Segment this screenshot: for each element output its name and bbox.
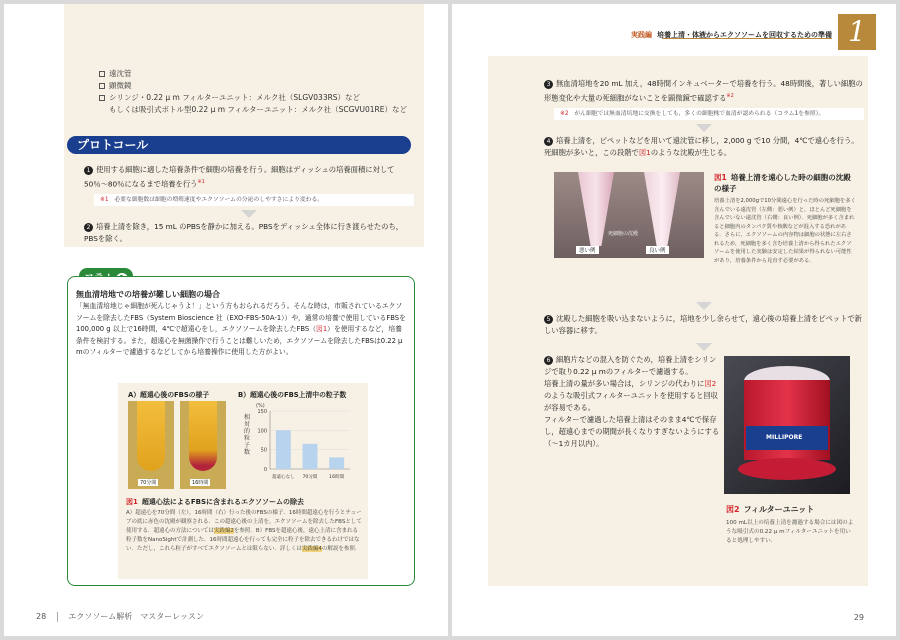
y-axis-label-char: 的 [244,428,251,435]
column-body: 「無血清培地じゃ細胞が死んじゃうよ！」という方もおられるだろう。そんな時は，市販されているエクソソームを除去したFBS（System Bioscience 社（EXO-FBS-50A-1））や，通常の培養で使用しているFBSを100,000 g 以上で16時間，4℃で超遠心をし，エクソソームを除去したFBS（図1）を使用するなど，培養条件を検討する。また，超遠心を無菌操作で行うことは難しいため，エクソソームを除去したFBSは0.22 μ mのフィルターで濾過するなどしてから培養操作に使用した方がよい。 [76,302,406,356]
down-arrow-icon [241,210,257,218]
step-2: 2 培養上清を除き，15 mL のPBSを静かに加える。PBSをディッシュ全体に行き渡らせたのち，PBSを除く。 [84,222,404,244]
down-arrow-icon [696,343,712,351]
down-arrow-icon [696,302,712,310]
brand-label: MILLIPORE [766,434,803,441]
protocol-title: プロトコール [67,136,411,154]
step-6: 6 細胞片などの混入を防ぐため，培養上清をシリンジで取り0.22 μ mのフィルターで濾過する。 培養上清の量が多い場合は，シリンジの代わりに図2のような吸引式フィルターユニットを使用すると回収が容易である。 フィルターで濾過した培養上清はそのまま4℃で保存し，超遠心までの期間が長くなりすぎないようにする（〜1カ月以内）。 [544,355,720,448]
step-4: 4 培養上清を，ピペットなどを用いて遠沈管に移し，2,000 g で10 分間，4℃で遠心を行う。死細胞が多いと，この段階で図1のような沈殿が生じる。 [544,136,859,158]
header-title: 培養上清・体液からエクソソームを回収するための準備 [657,31,832,39]
checklist-item: 顕微鏡 [99,80,419,92]
centrifuge-tube-photo [554,172,704,258]
y-axis-label-char: 相 [244,414,251,421]
page-number: 28 [36,612,47,621]
bad-example-label: 悪い例 [576,246,599,254]
tube-photo-70min [128,401,174,489]
bar [303,444,318,469]
y-axis-label-char: 粒 [244,435,251,442]
column-1 [67,276,415,586]
x-tick-label: 超遠心なし [271,475,295,480]
book-title: エクソソーム解析 マスターレッスン [68,612,205,621]
y-axis-unit: (%) [256,403,265,409]
y-tick-label: 0 [263,467,267,473]
column-title: 無血清培地での培養が難しい細胞の場合 [76,290,220,299]
checklist-item: 遠沈管 [99,68,419,80]
footnote-2: ※2 がん細胞では無血清培地に交換をしても，多くの細胞株で血清が認められる（コラム1を参照）。 [554,108,864,120]
y-axis-label-char: 子 [244,442,251,449]
chapter-badge: 1 [838,14,876,50]
left-footer [36,611,204,622]
y-tick-label: 50 [260,447,267,454]
header-label: 実践編 [631,31,652,39]
y-axis-label-char: 数 [244,449,251,456]
figure-1-text: A）超遠心を70分間（左），16時間（右）行った後のFBSの様子．16時間超遠心を行うとチューブの底に赤色の沈殿が観察される．この超遠心後の上清を，エクソソームを除去したFBSとして使用する．超遠心の方法については実践編2を参照．B）FBSを超遠心後，遠心上清に含まれる粒子数をNanoSightで計測した．16時間超遠心を行っても完全に粒子を除去できるわけではない．ただし，これら粒子がすべてエクソソームとは限らない．詳しくは実践編4の解説を参照． [126,510,362,552]
steps-3-4 [544,78,864,159]
y-tick-label: 100 [257,428,267,435]
panel-a-title: A）超遠心後のFBSの様子 [128,391,210,399]
materials-checklist [99,68,419,116]
footnote-1: ※1 必要な細胞数は細胞の増殖速度やエクソソームの分泌のしやすさにより変わる。 [94,194,414,206]
page-number: 29 [853,613,864,622]
protocol-steps [84,164,414,245]
bar [276,430,291,469]
down-arrow-icon [696,124,712,132]
y-tick-label: 150 [257,409,267,415]
right-footer [854,613,864,622]
checkbox-icon [99,71,105,77]
figure-1-caption: 図1 超遠心法によるFBSに含まれるエクソソームの除去 [126,498,305,506]
figure-1-right-caption: 図1 培養上清を遠心した時の細胞の沈殿の様子 培養上清を2,000gで10分間遠心を行った時の死細胞を多く含んでいる遠沈管（左側：悪い例）と，ほとんど死細胞を含んでいない遠沈管（右側：良い例）．死細胞が多く含まれると細胞内のタンパク質や核酸などが混入する恐れがある．さらに，エクソソームの内容物は細胞の状態に左右されるため，死細胞を多く含む培養上清から得られたエクソソームを使用した実験は安定した結果が得られない可能性があり，培養条件から見直す必要がある． [714,173,856,264]
photo-overlay-label: 死細胞の沈殿 [608,231,639,237]
panel-b-title: B）超遠心後のFBS上清中の粒子数 [238,391,347,399]
step-5: 5 沈殿した細胞を吸い込まないように，培地を少し余らせて，遠心後の培養上清をピペットで新しい容器に移す。 [544,314,862,335]
y-axis-label-char: 対 [244,421,251,428]
x-tick-label: 16時間 [329,475,345,480]
filter-unit-photo [724,356,850,494]
step-1: 1 使用する細胞に適した培養条件で細胞の培養を行う。細胞はディッシュの培養面積に対して50％〜80％になるまで培養を行う$^{※1}$ [84,165,395,189]
particle-count-chart [236,399,356,491]
left-page [4,4,448,636]
chapter-header [452,4,896,48]
checkbox-icon [99,95,105,101]
bar [329,457,344,469]
checkbox-icon [99,83,105,89]
tube-photo-16h [180,401,226,489]
good-example-label: 良い例 [646,246,669,254]
checklist-item: もしくは吸引式ボトル型0.22 μ m フィルターユニット：メルク社（SCGVU01RE）など [109,105,408,114]
right-page [452,4,896,636]
x-tick-label: 70分間 [302,475,318,480]
checklist-item: シリンジ・0.22 μ m フィルターユニット：メルク社（SLGV033RS）など [99,92,419,104]
step-3: 3 無血清培地を20 mL 加え，48時間インキュベーターで培養を行う。48時間後，著しい細胞の形態変化や大量の死細胞がないことを顕微鏡で確認する$^{※2}$ [544,79,863,103]
tube-label: 70分間 [140,480,157,486]
figure-2-caption: 図2 フィルターユニット 100 mL以上の培養上清を濾過する場合には図のような吸引式の0.22 μ mフィルターユニットを用いると処理しやすい． [726,505,854,544]
tube-label: 16時間 [192,480,209,486]
steps-5-6 [544,302,864,354]
